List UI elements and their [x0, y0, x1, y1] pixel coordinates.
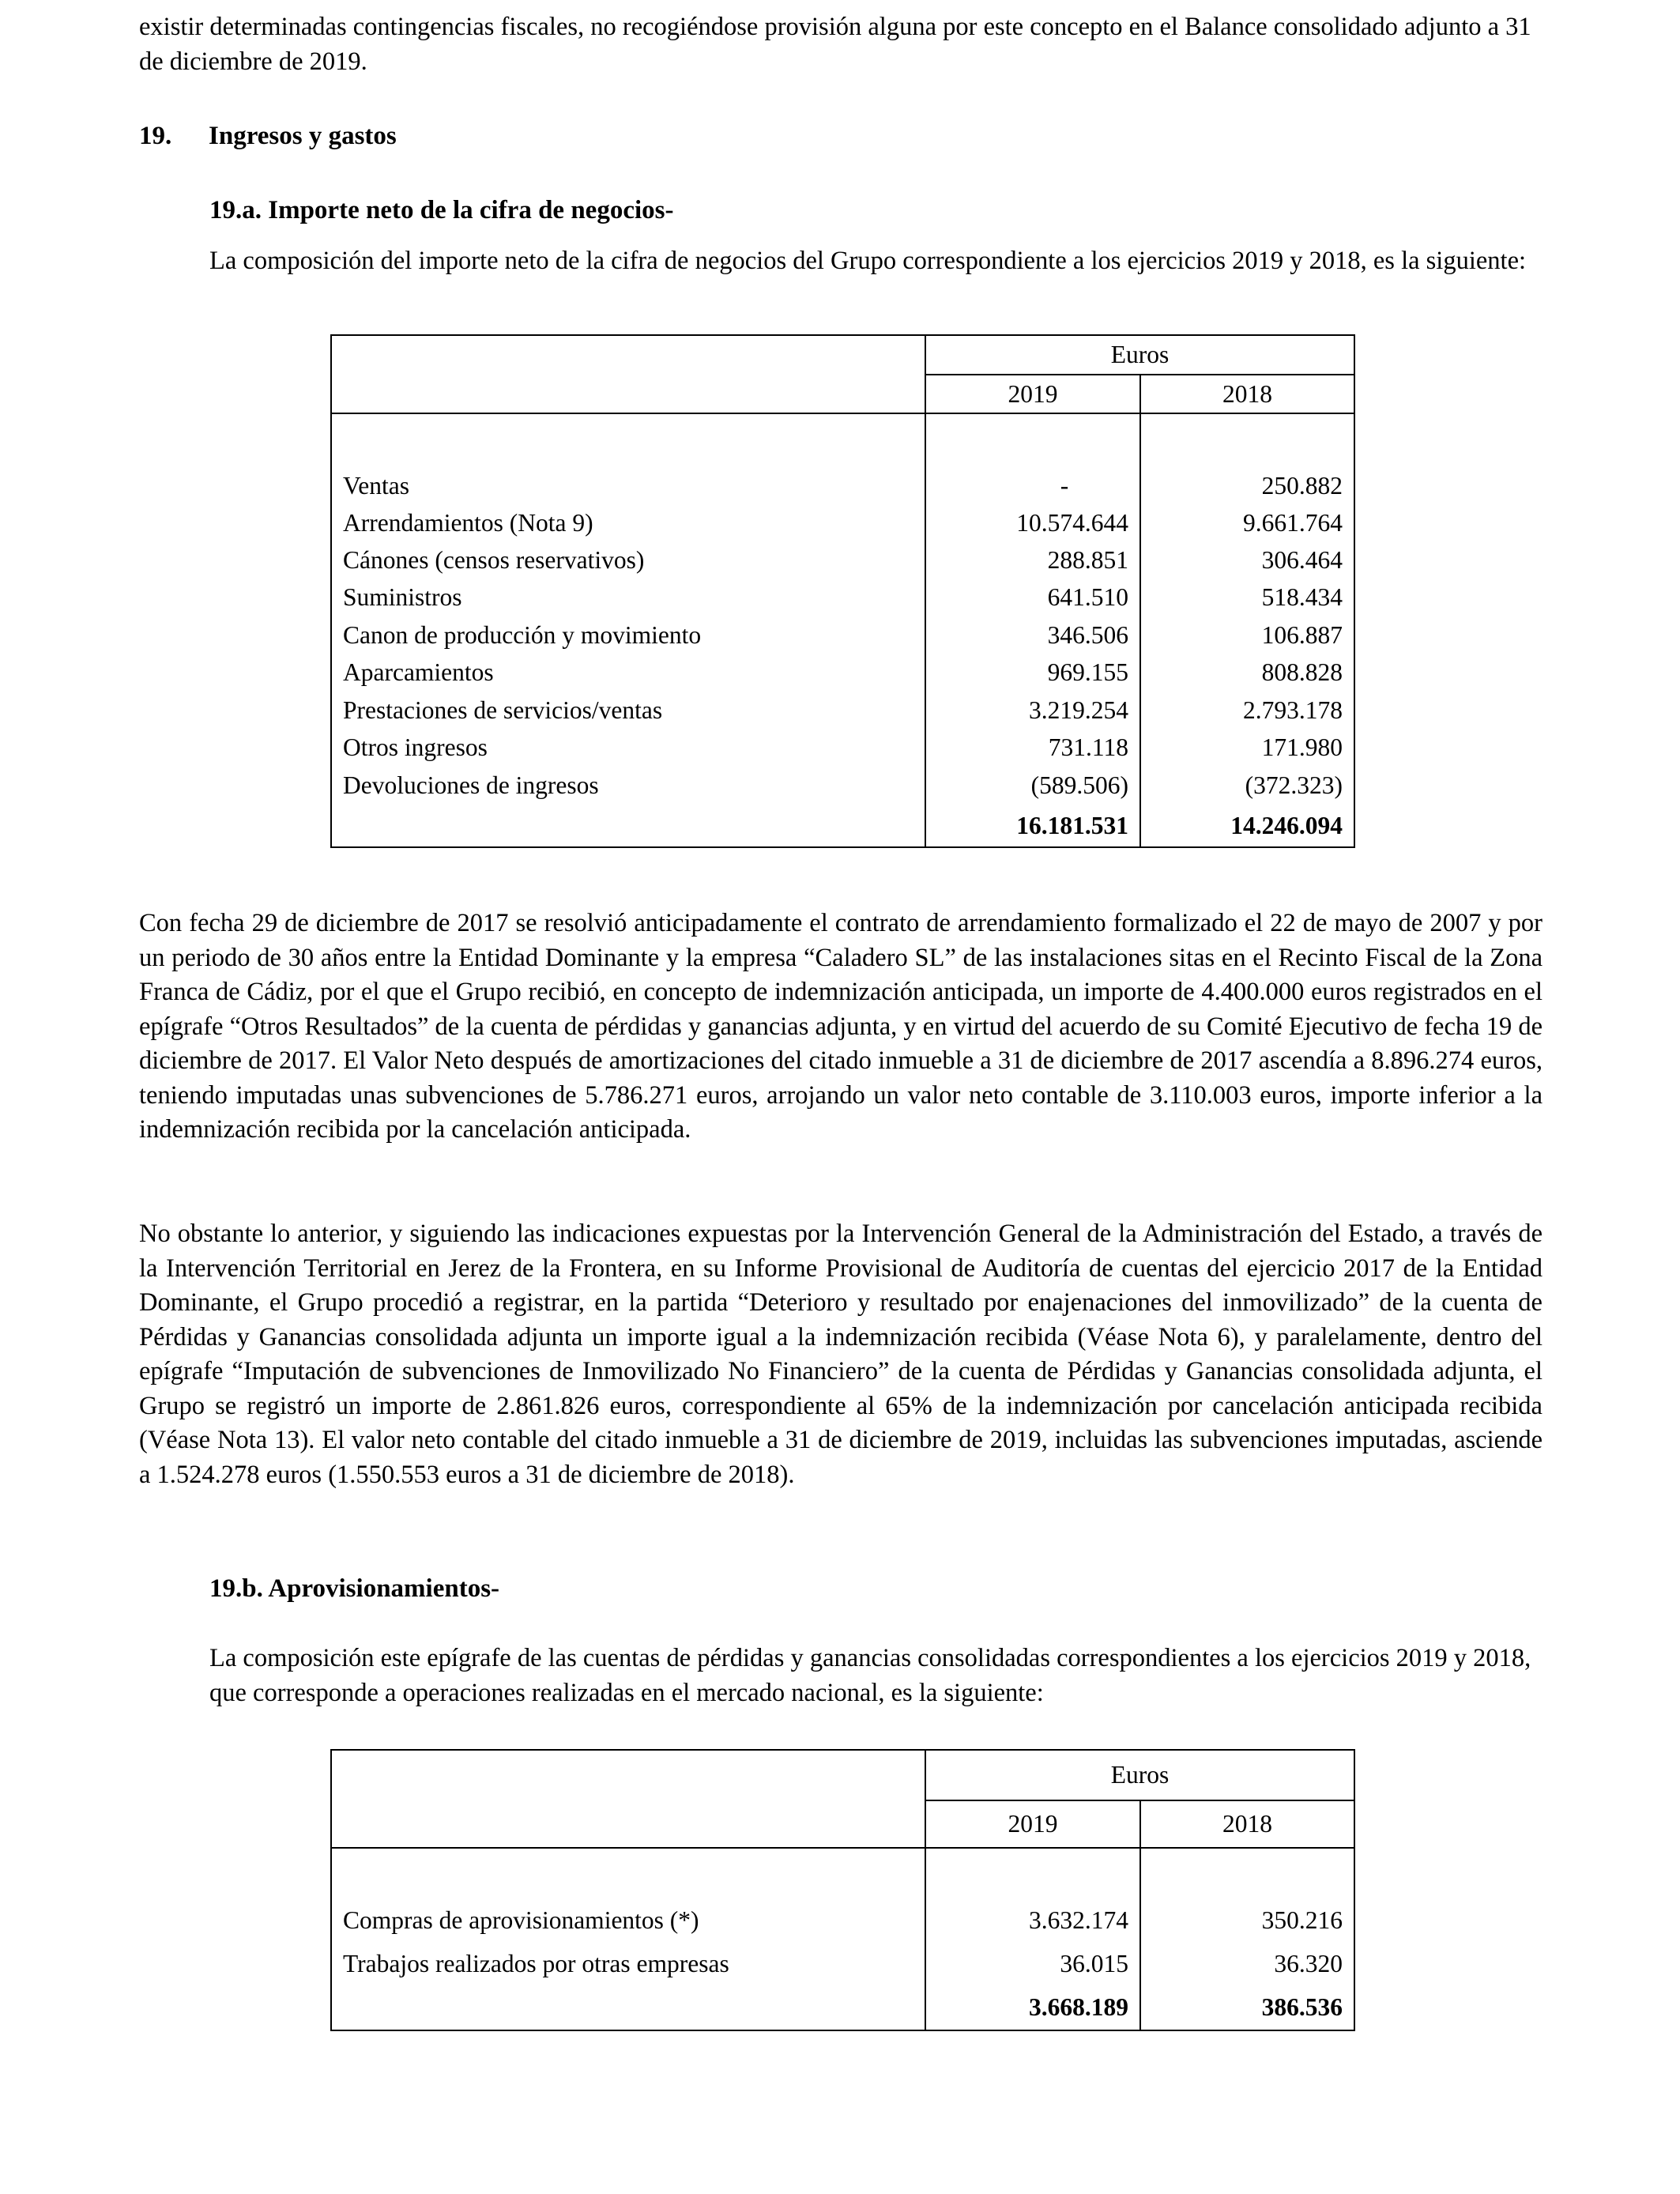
table-row: Ventas - 250.882: [331, 467, 1354, 504]
section-heading: [139, 119, 397, 153]
table-year-row: [331, 375, 1354, 413]
subsection-b-intro: La composición este epígrafe de las cuentas de pérdidas y ganancias consolidadas correspondientes a los ejercicios 2019 y 2018, que corresponde a operaciones realizadas en el mercado nacional, es la siguiente:: [209, 1644, 1531, 1707]
table-total-row: [331, 805, 1354, 847]
total-2018: 386.536: [1140, 1985, 1354, 2030]
year-header-2019: 2019: [925, 1800, 1140, 1848]
table-header-row: [331, 335, 1354, 375]
supplies-table: [330, 1749, 1355, 2031]
currency-header: Euros: [925, 335, 1354, 375]
year-header-2019: 2019: [925, 375, 1140, 413]
table-row: Devoluciones de ingresos (589.506) (372.323): [331, 767, 1354, 805]
total-2019: 3.668.189: [925, 1985, 1140, 2030]
table-row: Suministros 641.510 518.434: [331, 579, 1354, 616]
table-total-row: [331, 1985, 1354, 2030]
table-row: Aparcamientos 969.155 808.828: [331, 654, 1354, 692]
subsection-a-intro: La composición del importe neto de la cifra de negocios del Grupo correspondiente a los ejercicios 2019 y 2018, es la siguiente:: [209, 247, 1527, 275]
section-number: 19.: [139, 122, 172, 150]
table-row: Cánones (censos reservativos) 288.851 306.464: [331, 541, 1354, 579]
total-2019: 16.181.531: [925, 805, 1140, 847]
revenue-table: [330, 334, 1355, 848]
subsection-b-heading: 19.b. Aprovisionamientos-: [209, 1574, 500, 1603]
table-row: Compras de aprovisionamientos (*) 3.632.174 350.216: [331, 1898, 1354, 1942]
table-row: Prestaciones de servicios/ventas 3.219.254 2.793.178: [331, 692, 1354, 729]
table-header-row: [331, 1750, 1354, 1800]
table-row: Arrendamientos (Nota 9) 10.574.644 9.661.764: [331, 504, 1354, 541]
table-row: Trabajos realizados por otras empresas 36.015 36.320: [331, 1942, 1354, 1985]
table-year-row: [331, 1800, 1354, 1848]
table-row: Canon de producción y movimiento 346.506 106.887: [331, 616, 1354, 654]
table-row: Otros ingresos 731.118 171.980: [331, 729, 1354, 767]
section-title: Ingresos y gastos: [209, 122, 397, 150]
year-header-2018: 2018: [1140, 1800, 1354, 1848]
year-header-2018: 2018: [1140, 375, 1354, 413]
paragraph-intervencion: No obstante lo anterior, y siguiendo las indicaciones expuestas por la Intervención General de la Administración del Estado, a través de la Intervención Territorial en Jerez de la Frontera, en su Informe Provisional de Auditoría de cuentas del ejercicio 2017 de la Entidad Dominante, el Grupo procedió a registrar, en la partida “Deterioro y resultado por enajenaciones del inmovilizado” de la cuenta de Pérdidas y Ganancias consolidada adjunta un importe igual a la indemnización recibida (Véase Nota 6), y paralelamente, dentro del epígrafe “Imputación de subvenciones de Inmovilizado No Financiero” de la cuenta de Pérdidas y Ganancias consolidada adjunta, el Grupo se registró un importe de 2.861.826 euros, correspondiente al 65% de la indemnización por cancelación anticipada recibida (Véase Nota 13). El valor neto contable del citado inmueble a 31 de diciembre de 2019, incluidas las subvenciones imputadas, asciende a 1.524.278 euros (1.550.553 euros a 31 de diciembre de 2018).: [139, 1220, 1543, 1489]
subsection-a-heading: 19.a. Importe neto de la cifra de negocios-: [209, 196, 674, 224]
currency-header: Euros: [925, 1750, 1354, 1800]
total-2018: 14.246.094: [1140, 805, 1354, 847]
paragraph-caladero: Con fecha 29 de diciembre de 2017 se resolvió anticipadamente el contrato de arrendamiento formalizado el 22 de mayo de 2007 y por un periodo de 30 años entre la Entidad Dominante y la empresa “Caladero SL” de las instalaciones sitas en el Recinto Fiscal de la Zona Franca de Cádiz, por el que el Grupo recibió, en concepto de indemnización anticipada, un importe de 4.400.000 euros registrados en el epígrafe “Otros Resultados” de la cuenta de pérdidas y ganancias adjunta, y en virtud del acuerdo de su Comité Ejecutivo de fecha 19 de diciembre de 2017. El Valor Neto después de amortizaciones del citado inmueble a 31 de diciembre de 2017 ascendía a 8.896.274 euros, teniendo imputadas unas subvenciones de 5.786.271 euros, arrojando un valor neto contable de 3.110.003 euros, importe inferior a la indemnización recibida por la cancelación anticipada.: [139, 909, 1543, 1144]
intro-paragraph: existir determinadas contingencias fiscales, no recogiéndose provisión alguna por este concepto en el Balance consolidado adjunto a 31 de diciembre de 2019.: [139, 13, 1531, 76]
